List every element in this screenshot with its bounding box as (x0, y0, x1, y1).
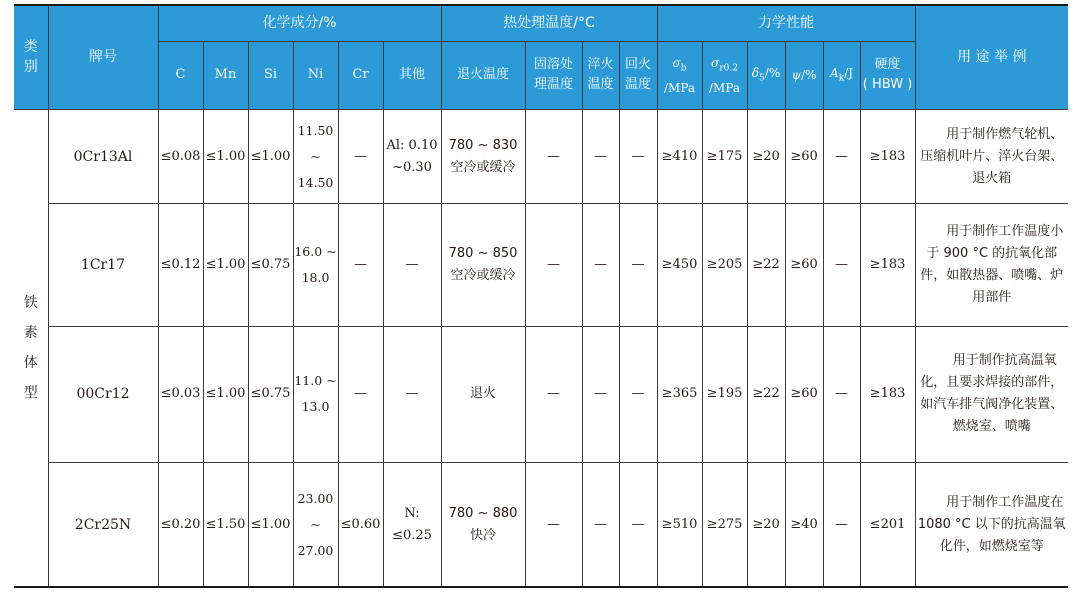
delta5-cell: ≥20 (747, 463, 785, 587)
usage-cell: 用于制作抗高温氧化，且要求焊接的部件，如汽车排气阀净化装置、燃烧室、喷嘴 (915, 326, 1068, 462)
col-mn: Mn (203, 41, 248, 109)
table-row (14, 326, 1068, 462)
cr-cell: — (338, 326, 383, 462)
temper-cell: — (619, 204, 657, 326)
grade-header: 牌号 (48, 5, 158, 109)
chemical-composition-header: 化学成分/% (158, 5, 441, 41)
ni-cell: 11.0 ~ 13.0 (293, 326, 338, 462)
col-yield-strength: $\sigma_{r0.2}$ /MPa (702, 41, 747, 109)
col-hardness: 硬度 ( HBW ) (860, 41, 915, 109)
cr-cell: — (338, 204, 383, 326)
quench-cell: — (582, 109, 619, 203)
col-solution-temp: 固溶处 理温度 (525, 41, 582, 109)
c-cell: ≤0.20 (158, 463, 203, 587)
sigma-r02-cell: ≥275 (702, 463, 747, 587)
usage-cell: 用于制作工作温度在 1080 °C 以下的抗高温氧化件，如燃烧室等 (915, 463, 1068, 587)
sigma-b-cell: ≥410 (657, 109, 702, 203)
col-cr: Cr (338, 41, 383, 109)
solution-cell: — (525, 463, 582, 587)
category-header: 类 别 (14, 5, 48, 109)
heat-treatment-header: 热处理温度/°C (441, 5, 657, 41)
sigma-b-cell: ≥450 (657, 204, 702, 326)
c-cell: ≤0.03 (158, 326, 203, 462)
mn-cell: ≤1.00 (203, 204, 248, 326)
ni-cell: 11.50 ~ 14.50 (293, 109, 338, 203)
c-cell: ≤0.12 (158, 204, 203, 326)
table-row (14, 204, 1068, 326)
c-cell: ≤0.08 (158, 109, 203, 203)
usage-header: 用 途 举 例 (915, 5, 1068, 109)
col-tensile-strength: $\sigma_b$ /MPa (657, 41, 702, 109)
delta5-cell: ≥20 (747, 109, 785, 203)
col-c: C (158, 41, 203, 109)
header-row-1 (14, 5, 1068, 41)
other-cell: — (383, 204, 441, 326)
ak-cell: — (823, 109, 860, 203)
ak-cell: — (823, 463, 860, 587)
grade-cell: 0Cr13Al (48, 109, 158, 203)
col-other: 其他 (383, 41, 441, 109)
hardness-cell: ≤201 (860, 463, 915, 587)
si-cell: ≤0.75 (248, 326, 293, 462)
other-cell: Al: 0.10 ~0.30 (383, 109, 441, 203)
grade-cell: 1Cr17 (48, 204, 158, 326)
col-elongation: $\delta_5/\%$ (747, 41, 785, 109)
psi-cell: ≥60 (785, 109, 823, 203)
sigma-r02-cell: ≥205 (702, 204, 747, 326)
delta5-cell: ≥22 (747, 204, 785, 326)
cr-cell: — (338, 109, 383, 203)
quench-cell: — (582, 463, 619, 587)
anneal-cell: 780 ~ 850 空冷或缓冷 (441, 204, 525, 326)
si-cell: ≤1.00 (248, 109, 293, 203)
solution-cell: — (525, 204, 582, 326)
category-cell: 铁 素 体 型 (14, 109, 48, 587)
col-area-reduction: ψ/% (785, 41, 823, 109)
col-si: Si (248, 41, 293, 109)
table-row (14, 109, 1068, 203)
hardness-cell: ≥183 (860, 109, 915, 203)
ak-cell: — (823, 204, 860, 326)
anneal-cell: 退火 (441, 326, 525, 462)
col-quench-temp: 淬火 温度 (582, 41, 619, 109)
cr-cell: ≤0.60 (338, 463, 383, 587)
other-cell: — (383, 326, 441, 462)
ak-cell: — (823, 326, 860, 462)
grade-cell: 2Cr25N (48, 463, 158, 587)
psi-cell: ≥60 (785, 204, 823, 326)
temper-cell: — (619, 326, 657, 462)
hardness-cell: ≥183 (860, 204, 915, 326)
table-row (14, 463, 1068, 587)
other-cell: N: ≤0.25 (383, 463, 441, 587)
usage-cell: 用于制作燃气轮机、压缩机叶片、淬火台架、退火箱 (915, 109, 1068, 203)
solution-cell: — (525, 326, 582, 462)
sigma-r02-cell: ≥175 (702, 109, 747, 203)
anneal-cell: 780 ~ 880 快冷 (441, 463, 525, 587)
sigma-b-cell: ≥365 (657, 326, 702, 462)
quench-cell: — (582, 204, 619, 326)
mechanical-properties-header: 力学性能 (657, 5, 915, 41)
solution-cell: — (525, 109, 582, 203)
col-temper-temp: 回火 温度 (619, 41, 657, 109)
psi-cell: ≥40 (785, 463, 823, 587)
psi-cell: ≥60 (785, 326, 823, 462)
mn-cell: ≤1.00 (203, 109, 248, 203)
col-ni: Ni (293, 41, 338, 109)
sigma-r02-cell: ≥195 (702, 326, 747, 462)
temper-cell: — (619, 463, 657, 587)
delta5-cell: ≥22 (747, 326, 785, 462)
ni-cell: 23.00 ~ 27.00 (293, 463, 338, 587)
grade-cell: 00Cr12 (48, 326, 158, 462)
usage-cell: 用于制作工作温度小于 900 °C 的抗氧化部件，如散热器、喷嘴、炉用部件 (915, 204, 1068, 326)
si-cell: ≤1.00 (248, 463, 293, 587)
col-anneal-temp: 退火温度 (441, 41, 525, 109)
steel-properties-table (14, 4, 1068, 588)
ni-cell: 16.0 ~ 18.0 (293, 204, 338, 326)
mn-cell: ≤1.00 (203, 326, 248, 462)
header-row-2 (14, 41, 1068, 109)
temper-cell: — (619, 109, 657, 203)
col-impact-energy: $A_k/J$ (823, 41, 860, 109)
hardness-cell: ≥183 (860, 326, 915, 462)
quench-cell: — (582, 326, 619, 462)
mn-cell: ≤1.50 (203, 463, 248, 587)
sigma-b-cell: ≥510 (657, 463, 702, 587)
si-cell: ≤0.75 (248, 204, 293, 326)
anneal-cell: 780 ~ 830 空冷或缓冷 (441, 109, 525, 203)
